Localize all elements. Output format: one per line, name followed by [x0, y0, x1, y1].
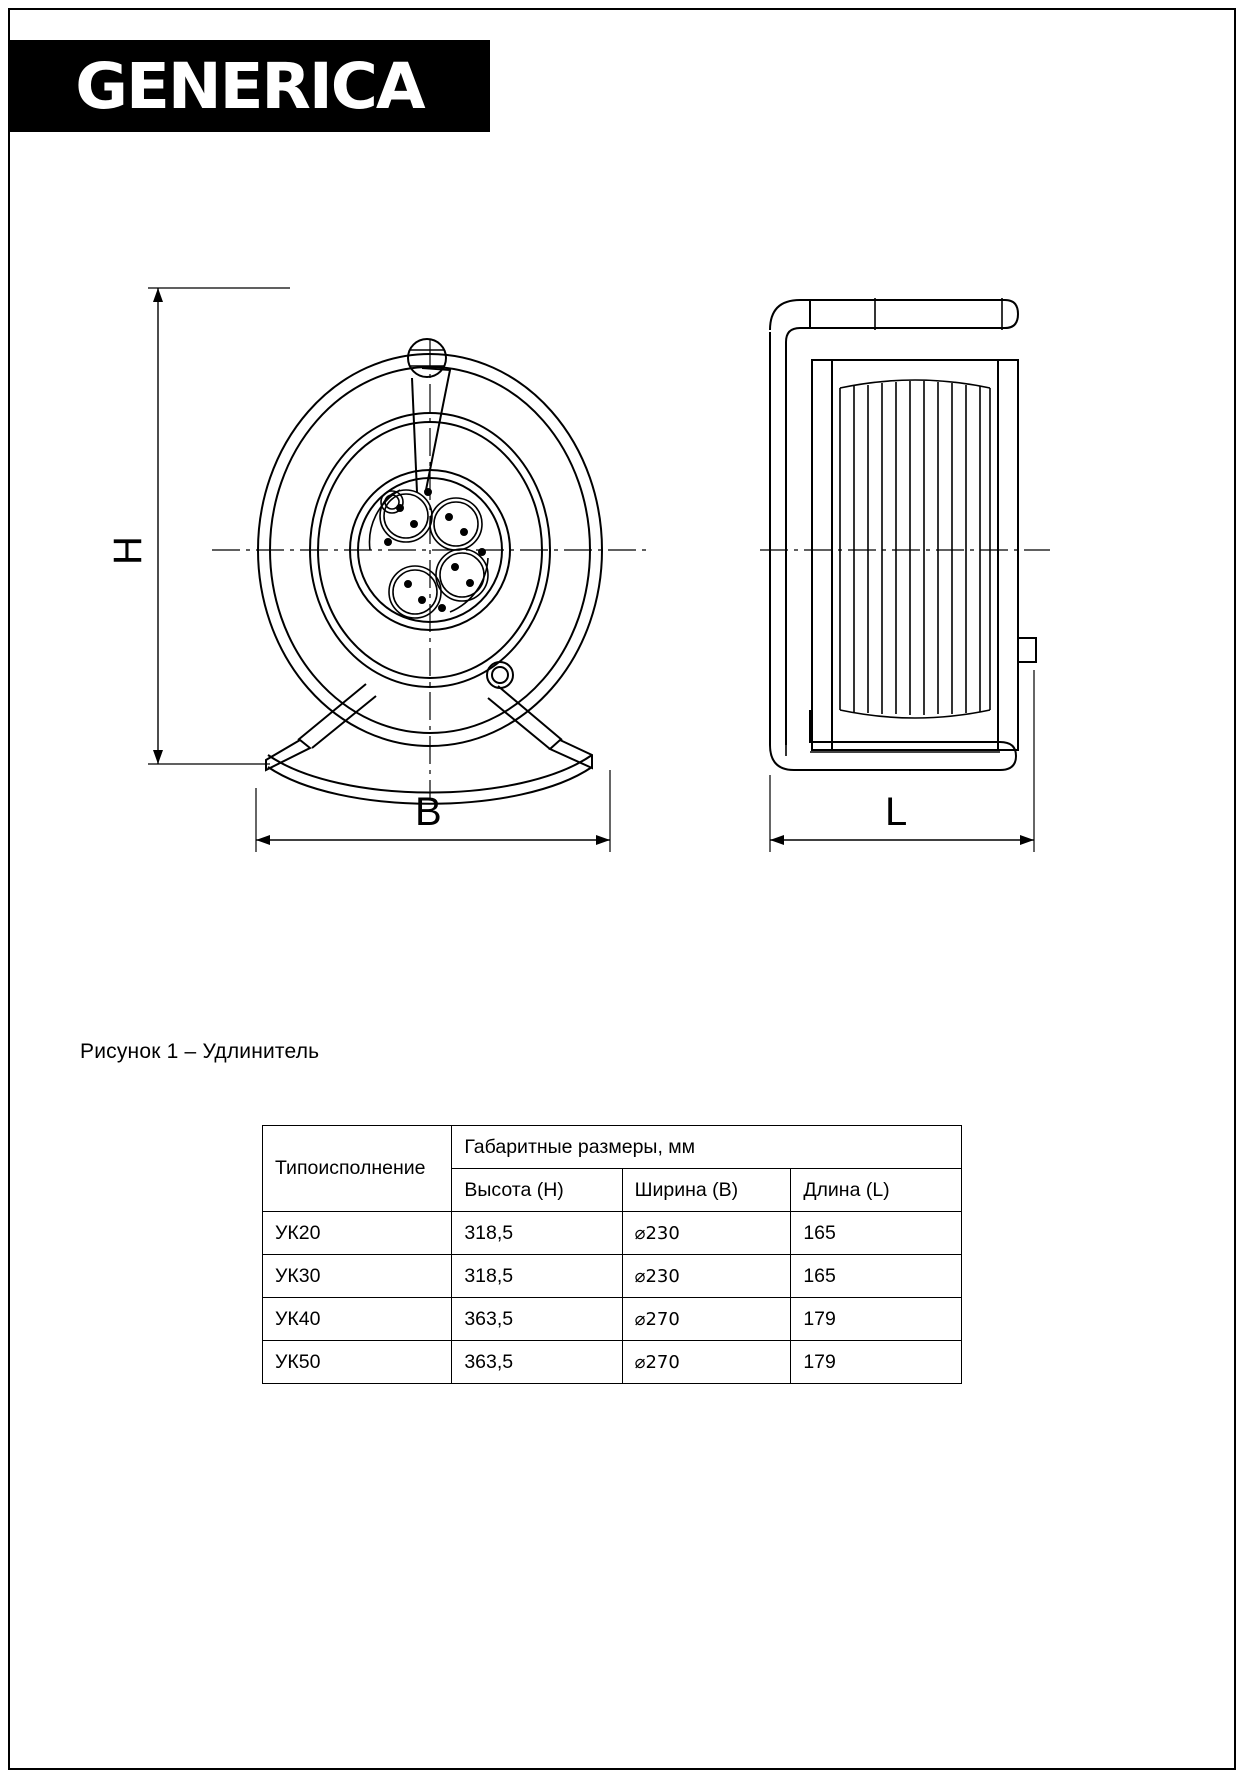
- dimension-label-length: L: [885, 790, 908, 834]
- front-view: [148, 288, 650, 852]
- table-row: [263, 1341, 962, 1384]
- side-view: [760, 298, 1050, 852]
- header-length: Длина (L): [791, 1169, 962, 1212]
- header-width: Ширина (B): [622, 1169, 791, 1212]
- header-type: Типоисполнение: [263, 1126, 452, 1212]
- cell-width: ⌀270: [622, 1341, 791, 1384]
- cell-type: УК50: [263, 1341, 452, 1384]
- cell-length: 179: [791, 1341, 962, 1384]
- technical-drawing: [70, 240, 1170, 890]
- dimensions-table-wrapper: [262, 1125, 962, 1384]
- cell-width: ⌀230: [622, 1255, 791, 1298]
- dimension-label-height: H: [105, 536, 150, 565]
- cell-length: 179: [791, 1298, 962, 1341]
- cell-height: 363,5: [452, 1341, 622, 1384]
- cell-type: УК40: [263, 1298, 452, 1341]
- cell-type: УК20: [263, 1212, 452, 1255]
- figure-caption: Рисунок 1 – Удлинитель: [80, 1040, 320, 1063]
- brand-logo-text: GENERICA: [75, 49, 424, 123]
- dimensions-table: [262, 1125, 962, 1384]
- cell-width: ⌀230: [622, 1212, 791, 1255]
- cell-width: ⌀270: [622, 1298, 791, 1341]
- cell-height: 318,5: [452, 1255, 622, 1298]
- brand-logo: [10, 40, 490, 132]
- cell-height: 318,5: [452, 1212, 622, 1255]
- cell-type: УК30: [263, 1255, 452, 1298]
- dimension-height: [148, 288, 290, 764]
- header-height: Высота (H): [452, 1169, 622, 1212]
- dimension-label-width: B: [415, 790, 442, 834]
- cell-length: 165: [791, 1255, 962, 1298]
- table-row: [263, 1255, 962, 1298]
- cell-height: 363,5: [452, 1298, 622, 1341]
- table-row: [263, 1298, 962, 1341]
- table-row: [263, 1212, 962, 1255]
- header-dimensions-group: Габаритные размеры, мм: [452, 1126, 962, 1169]
- table-header-row-1: [263, 1126, 962, 1169]
- cell-length: 165: [791, 1212, 962, 1255]
